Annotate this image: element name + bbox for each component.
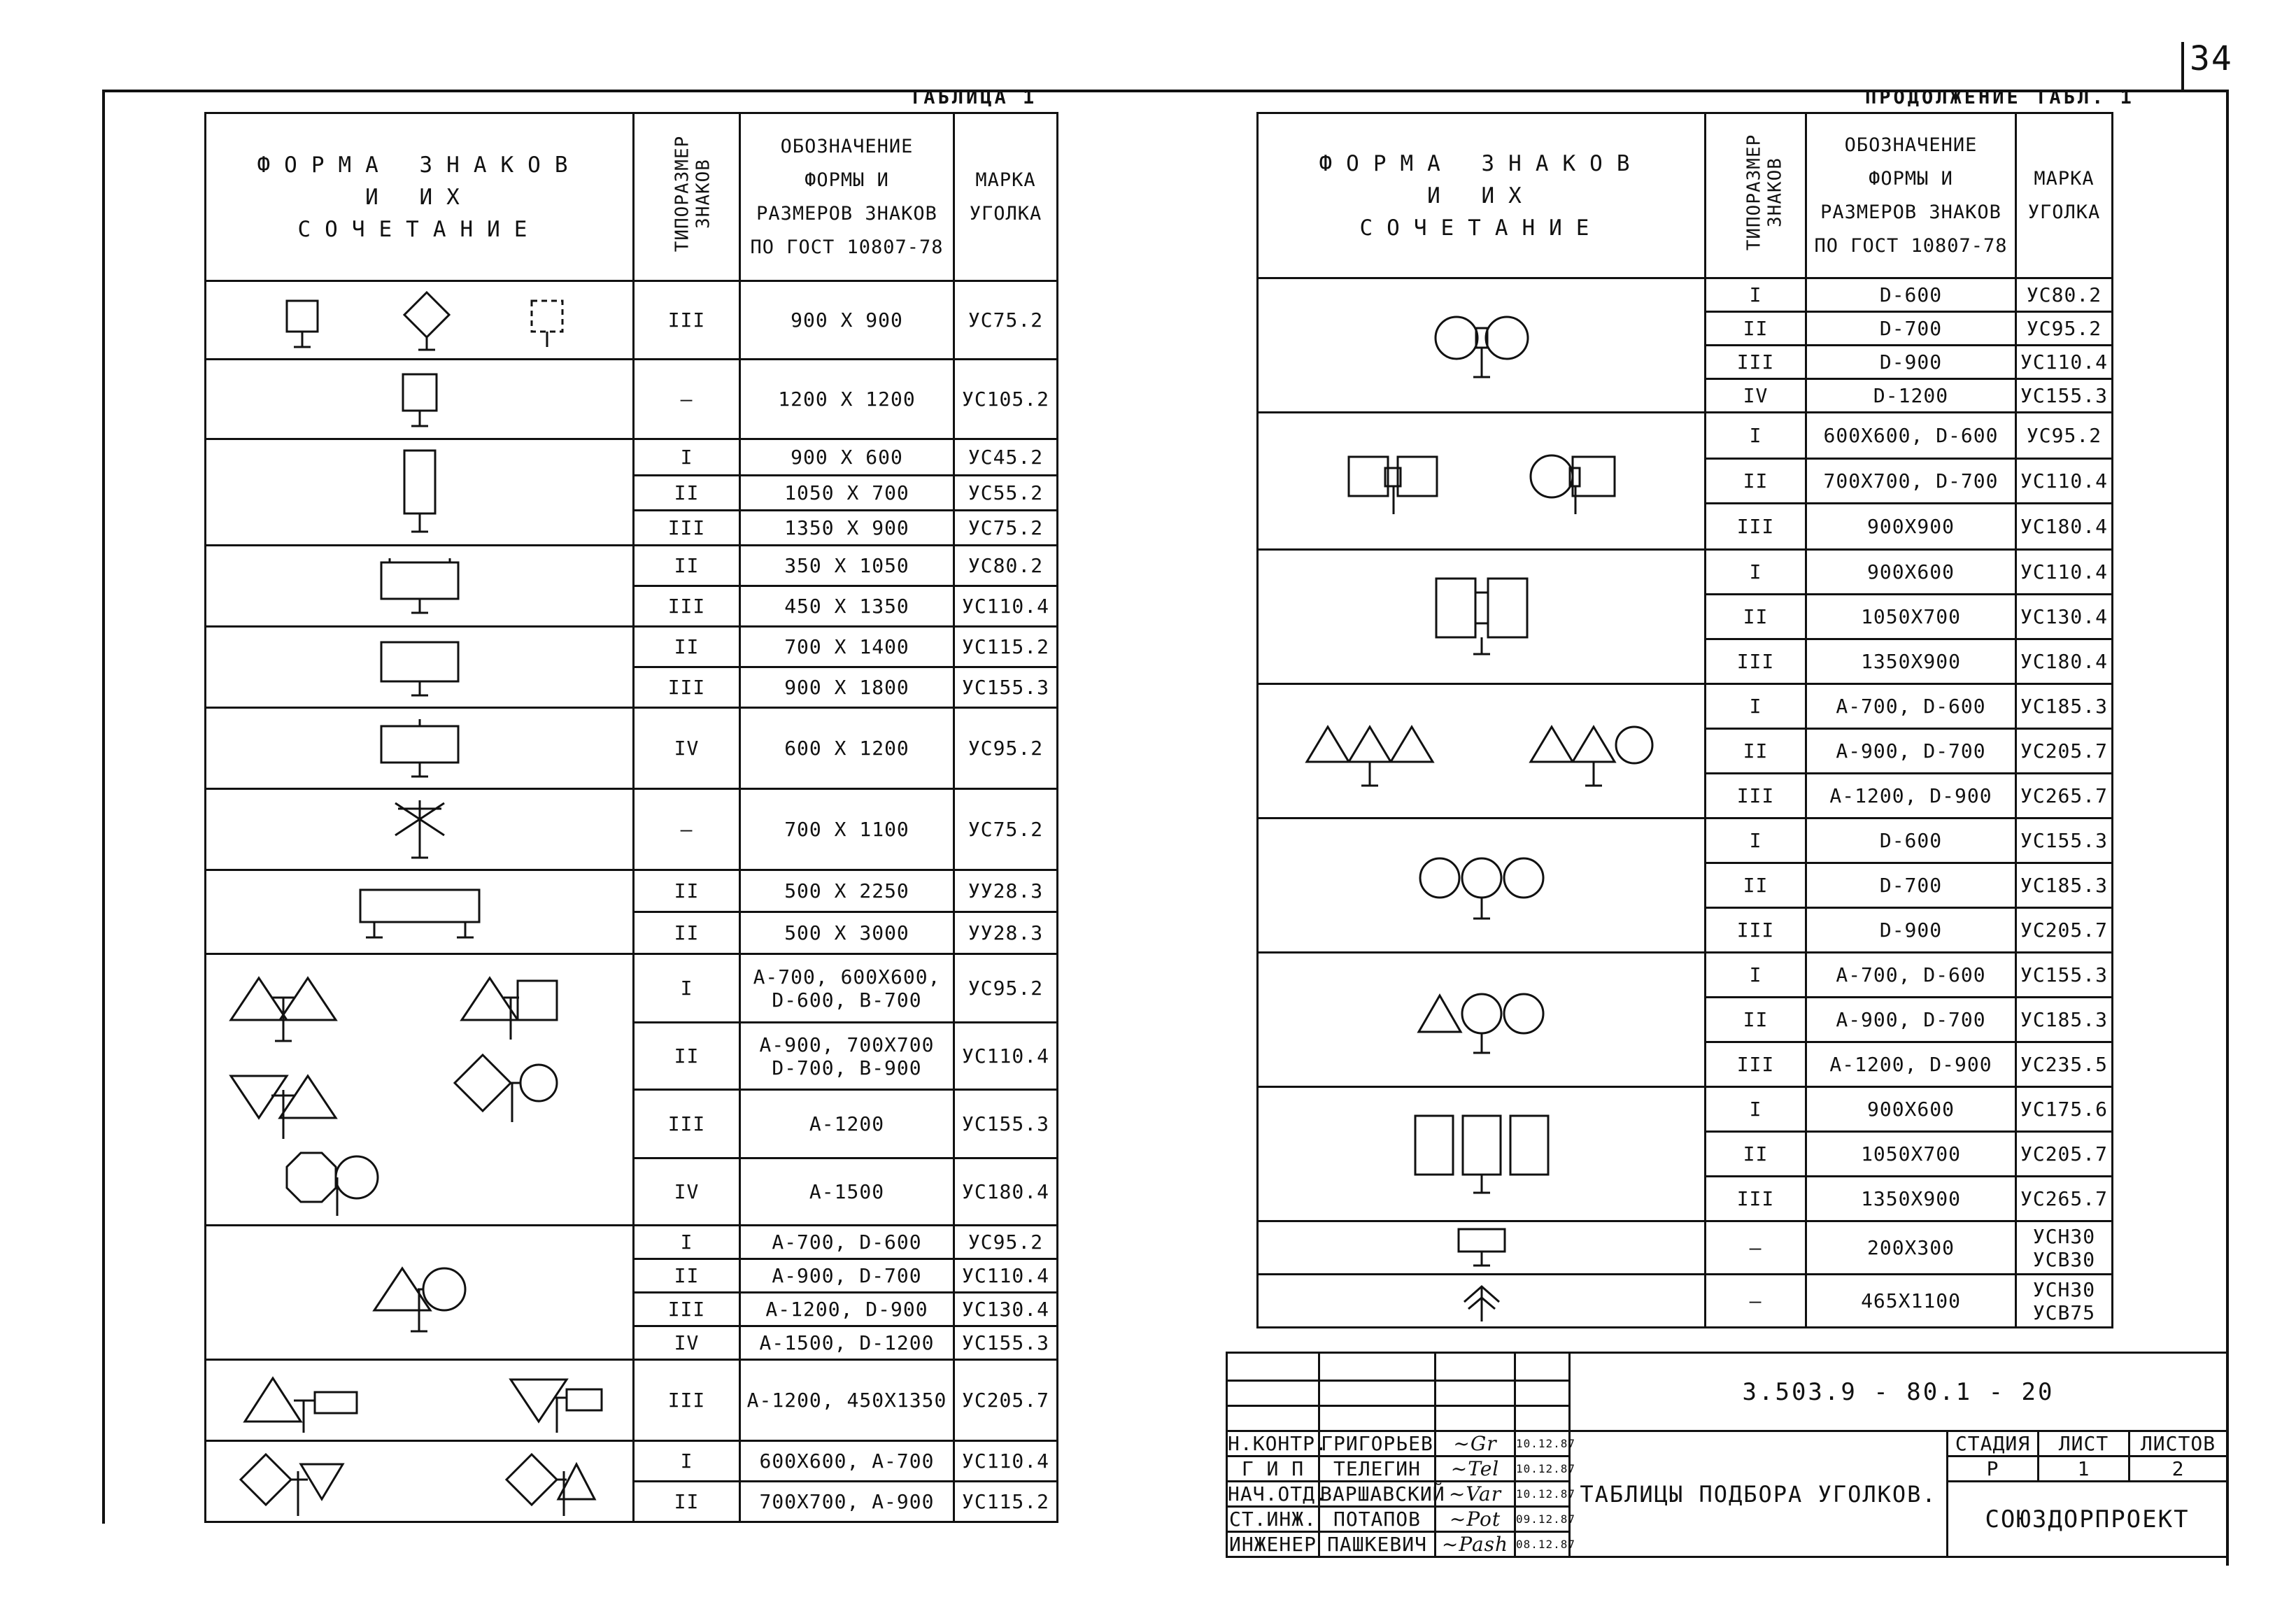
table-row: IV 600 X 1200 УС95.2	[206, 708, 1058, 789]
table-row: III D-900 УС110.4	[1258, 346, 2113, 379]
organization: СОЮЗДОРПРОЕКТ	[1948, 1482, 2227, 1557]
table-row: — 200Х300 УСН30 УСВ30	[1258, 1221, 2113, 1275]
triangle-combination-signs-icon	[210, 957, 630, 1223]
table-row: — 700 X 1100 УС75.2	[206, 789, 1058, 870]
table-row: II 1050Х700 УС205.7	[1258, 1132, 2113, 1177]
table-row: III 1350Х900 УС265.7	[1258, 1177, 2113, 1221]
table-row: III А-1200, D-900 УС235.5	[1258, 1042, 2113, 1087]
small-plate-sign-icon	[1450, 1224, 1513, 1273]
triangle-two-circles-sign-icon	[1412, 974, 1552, 1065]
table-row: III 900 X 900 УС75.2	[206, 281, 1058, 360]
staff-row: Г И П ТЕЛЕГИН ~Tel 10.12.87 Р 1 2	[1227, 1456, 2227, 1482]
three-triangles-and-triangles-circle-signs-icon	[1300, 706, 1664, 797]
page-number-divider	[2181, 42, 2184, 90]
table-row: I А-700, D-600 УС155.3	[1258, 953, 2113, 998]
signature-pashkevich: ~Pash	[1436, 1532, 1515, 1557]
square-pair-and-circle-square-signs-icon	[1342, 436, 1622, 527]
sign-figure	[206, 281, 634, 360]
table-row: III 900Х900 УС180.4	[1258, 504, 2113, 550]
two-circles-sign-icon	[1426, 300, 1538, 391]
header-designation: ОБОЗНАЧЕНИЕ ФОРМЫ И РАЗМЕРОВ ЗНАКОВ ПО ГОСТ 10807-78	[740, 113, 954, 281]
table-row: IV А-1500, D-1200 УС155.3	[206, 1326, 1058, 1360]
table-row: IV А-1500 УС180.4	[206, 1158, 1058, 1226]
table-row: — 465Х1100 УСН30 УСВ75	[1258, 1275, 2113, 1328]
header-size: ТИПОРАЗМЕР ЗНАКОВ	[634, 113, 740, 281]
doc-code: 3.503.9 - 80.1 - 20	[1570, 1353, 2227, 1431]
header-size: ТИПОРАЗМЕР ЗНАКОВ	[1706, 113, 1806, 278]
triangle-circle-sign-icon	[367, 1233, 472, 1352]
table-row: III 900 X 1800 УС155.3	[206, 667, 1058, 708]
table-row: III 1350Х900 УС180.4	[1258, 639, 2113, 684]
triangle-plate-combination-signs-icon	[231, 1366, 609, 1436]
table-row: II А-900, D-700 УС205.7	[1258, 729, 2113, 774]
table-row: III А-1200, D-900 УС130.4	[206, 1293, 1058, 1326]
diamond-triangle-combination-signs-icon	[231, 1443, 609, 1520]
chevron-arrow-sign-icon	[1450, 1277, 1513, 1326]
table-row: I 600Х600, А-700 УС110.4	[206, 1441, 1058, 1482]
header-form: ФОРМА ЗНАКОВ И ИХ СОЧЕТАНИЕ	[206, 113, 634, 281]
left-table	[204, 112, 1058, 1523]
table-row: III А-1200, 450Х1350 УС205.7	[206, 1360, 1058, 1441]
signature-telegin: ~Tel	[1436, 1456, 1515, 1482]
table-row: II 350 X 1050 УС80.2	[206, 546, 1058, 586]
table-row: I D-600 УС80.2	[1258, 278, 2113, 312]
table-row: III D-900 УС205.7	[1258, 908, 2113, 953]
staff-row: СТ.ИНЖ. ПОТАПОВ ~Pot 09.12.87	[1227, 1507, 2227, 1532]
table-row: II 1050 X 700 УС55.2	[206, 476, 1058, 511]
left-table-caption: ТАБЛИЦА 1	[909, 87, 1037, 108]
table-row: I А-700, 600Х600, D-600, В-700 УС95.2	[206, 954, 1058, 1023]
table-row: I А-700, D-600 УС95.2	[206, 1226, 1058, 1259]
table-row: I D-600 УС155.3	[1258, 818, 2113, 863]
wide-board-sign-icon	[353, 877, 486, 947]
horizontal-rectangle-sign-icon	[374, 714, 465, 784]
table-row: III 1350 X 900 УС75.2	[206, 511, 1058, 546]
table-row: I А-700, D-600 УС185.3	[1258, 684, 2113, 729]
sheet-title: ТАБЛИЦЫ ПОДБОРА УГОЛКОВ.	[1570, 1431, 1948, 1557]
table-row: II 500 X 3000 УУ28.3	[206, 912, 1058, 954]
right-table-caption: ПРОДОЛЖЕНИЕ ТАБЛ. 1	[1865, 87, 2134, 108]
header-form: ФОРМА ЗНАКОВ И ИХ СОЧЕТАНИЕ	[1258, 113, 1706, 278]
table-row: II 700Х700, А-900 УС115.2	[206, 1482, 1058, 1522]
signature-grigoriev: ~Gr	[1436, 1431, 1515, 1456]
table-row: II 700Х700, D-700 УС110.4	[1258, 459, 2113, 504]
table-row: IV D-1200 УС155.3	[1258, 379, 2113, 413]
table-row: III А-1200 УС155.3	[206, 1090, 1058, 1158]
table-row: III 450 X 1350 УС110.4	[206, 586, 1058, 627]
table-row: II А-900, 700Х700 D-700, В-900 УС110.4	[206, 1023, 1058, 1090]
page-number: 34	[2190, 39, 2233, 78]
horizontal-rectangle-sign-icon	[374, 551, 465, 621]
table-row: II 500 X 2250 УУ28.3	[206, 870, 1058, 912]
vertical-rectangle-sign-icon	[392, 444, 448, 541]
three-circles-sign-icon	[1412, 840, 1552, 931]
signature-varshavsky: ~Var	[1436, 1482, 1515, 1507]
square-sign-icon	[392, 364, 448, 434]
table-row: II D-700 УС185.3	[1258, 863, 2113, 908]
table-row: I 600Х600, D-600 УС95.2	[1258, 413, 2113, 459]
table-row: II 700 X 1400 УС115.2	[206, 627, 1058, 667]
table-row: II 1050Х700 УС130.4	[1258, 595, 2113, 639]
table-row: III А-1200, D-900 УС265.7	[1258, 774, 2113, 818]
signature-potapov: ~Pot	[1436, 1507, 1515, 1532]
table-row: II А-900, D-700 УС185.3	[1258, 998, 2113, 1042]
staff-row: ИНЖЕНЕР ПАШКЕВИЧ ~Pash 08.12.87	[1227, 1532, 2227, 1557]
right-table	[1256, 112, 2113, 1328]
three-vertical-rectangles-sign-icon	[1408, 1102, 1555, 1207]
two-vertical-rectangles-sign-icon	[1429, 565, 1534, 669]
square-diamond-dashed-signs-icon	[266, 285, 574, 355]
staff-row: НАЧ.ОТД. ВАРШАВСКИЙ ~Var 10.12.87 СОЮЗДОРПРОЕКТ	[1227, 1482, 2227, 1507]
table-row: — 1200 X 1200 УС105.2	[206, 360, 1058, 439]
header-designation: ОБОЗНАЧЕНИЕ ФОРМЫ И РАЗМЕРОВ ЗНАКОВ ПО ГОСТ 10807-78	[1806, 113, 2016, 278]
table-row: II А-900, D-700 УС110.4	[206, 1259, 1058, 1293]
staff-row: Н.КОНТР. ГРИГОРЬЕВ ~Gr 10.12.87 ТАБЛИЦЫ ПОДБОРА УГОЛКОВ. СТАДИЯ ЛИСТ ЛИСТОВ	[1227, 1431, 2227, 1456]
right-border-line	[2226, 90, 2229, 1566]
header-mark: МАРКА УГОЛКА	[954, 113, 1058, 281]
table-row: I 900Х600 УС110.4	[1258, 550, 2113, 595]
header-mark: МАРКА УГОЛКА	[2016, 113, 2113, 278]
title-block	[1226, 1352, 2228, 1558]
table-row: I 900Х600 УС175.6	[1258, 1087, 2113, 1132]
horizontal-rectangle-sign-icon	[374, 632, 465, 702]
table-row: I 900 X 600 УС45.2	[206, 439, 1058, 476]
railway-crossing-sign-icon	[388, 793, 451, 866]
table-row: II D-700 УС95.2	[1258, 312, 2113, 346]
left-border-line	[102, 90, 105, 1524]
